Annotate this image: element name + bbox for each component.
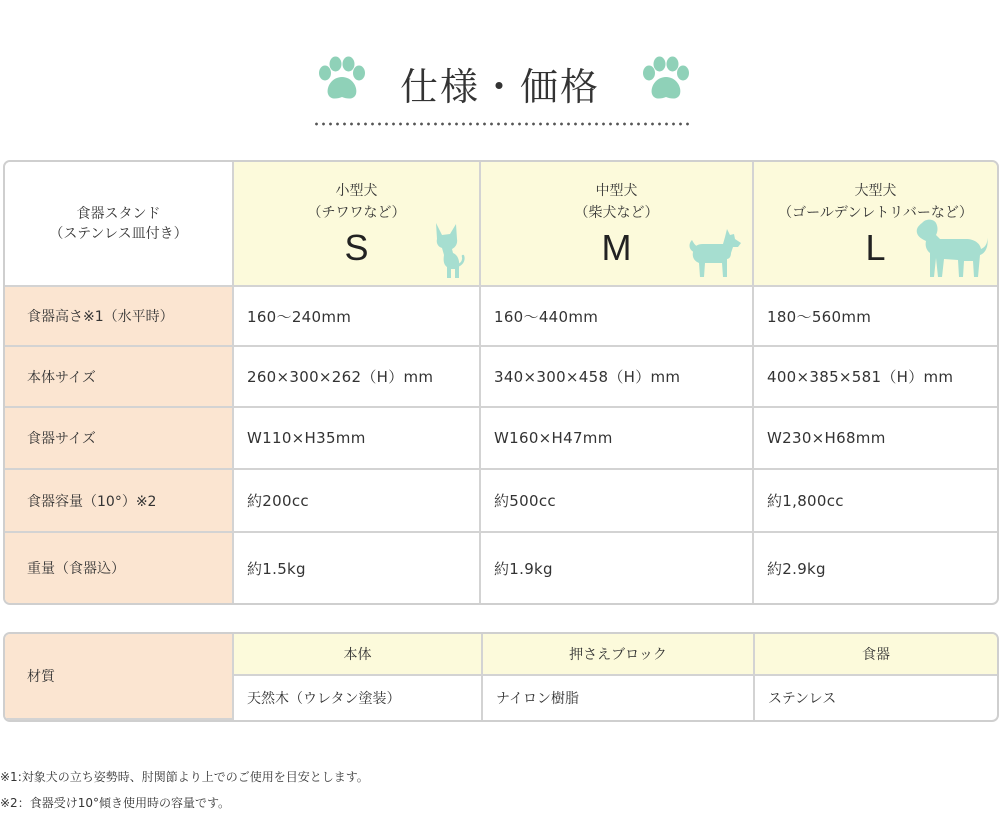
size-letter: M	[601, 226, 632, 268]
row-label-bowl-height: 食器高さ※1（水平時）	[5, 287, 234, 347]
material-value: 天然木（ウレタン塗装）	[234, 676, 483, 720]
dotted-divider	[313, 122, 689, 126]
cell-value: W230×H68mm	[754, 408, 997, 470]
cell-value: 340×300×458（H）mm	[481, 347, 754, 408]
row-label-weight: 重量（食器込）	[5, 533, 234, 603]
row-label-bowl-size: 食器サイズ	[5, 408, 234, 470]
row-label-bowl-capacity: 食器容量（10°）※2	[5, 470, 234, 533]
spec-table	[3, 160, 999, 605]
size-header-l	[754, 162, 997, 287]
size-header-m	[481, 162, 754, 287]
cell-value: 約500cc	[481, 470, 754, 533]
page-title: 仕様・価格	[399, 65, 600, 109]
material-header: 食器	[755, 634, 997, 676]
cell-value: 約1,800cc	[754, 470, 997, 533]
size-header-s	[234, 162, 481, 287]
size-name: 小型犬	[335, 182, 378, 199]
size-example: （チワワなど）	[307, 204, 406, 221]
cell-value: 180〜560mm	[754, 287, 997, 347]
size-example: （柴犬など）	[574, 204, 659, 221]
paw-icon	[640, 56, 692, 102]
corner-label: 食器スタンド （ステンレス皿付き）	[5, 162, 234, 287]
material-value: ナイロン樹脂	[483, 676, 755, 720]
chihuahua-icon	[430, 221, 466, 279]
cell-value: 約1.9kg	[481, 533, 754, 603]
shiba-icon	[687, 225, 743, 279]
size-letter: L	[865, 226, 886, 268]
retriever-icon	[914, 217, 988, 279]
row-label-body-size: 本体サイズ	[5, 347, 234, 408]
material-label: 材質	[5, 634, 234, 720]
cell-value: 160〜440mm	[481, 287, 754, 347]
footnotes	[0, 764, 369, 816]
cell-value: 約1.5kg	[234, 533, 481, 603]
size-name: 中型犬	[595, 182, 638, 199]
size-example: （ゴールデンレトリバーなど）	[778, 204, 973, 221]
cell-value: 160〜240mm	[234, 287, 481, 347]
size-name: 大型犬	[854, 182, 897, 199]
material-header: 押さえブロック	[483, 634, 755, 676]
material-header: 本体	[234, 634, 483, 676]
section-heading	[0, 52, 1000, 112]
cell-value: W110×H35mm	[234, 408, 481, 470]
material-value: ステンレス	[768, 691, 837, 707]
cell-value: 260×300×262（H）mm	[234, 347, 481, 408]
cell-value: 約2.9kg	[767, 559, 826, 578]
footnote: ※1:対象犬の立ち姿勢時、肘関節より上でのご使用を目安とします。	[0, 770, 369, 784]
cell-value: 400×385×581（H）mm	[754, 347, 997, 408]
paw-icon	[316, 56, 368, 102]
cell-value: W160×H47mm	[481, 408, 754, 470]
size-letter: S	[344, 226, 369, 268]
cell-value: 約200cc	[234, 470, 481, 533]
material-table	[3, 632, 999, 722]
footnote: ※2：食器受け10°傾き使用時の容量です。	[0, 796, 231, 810]
